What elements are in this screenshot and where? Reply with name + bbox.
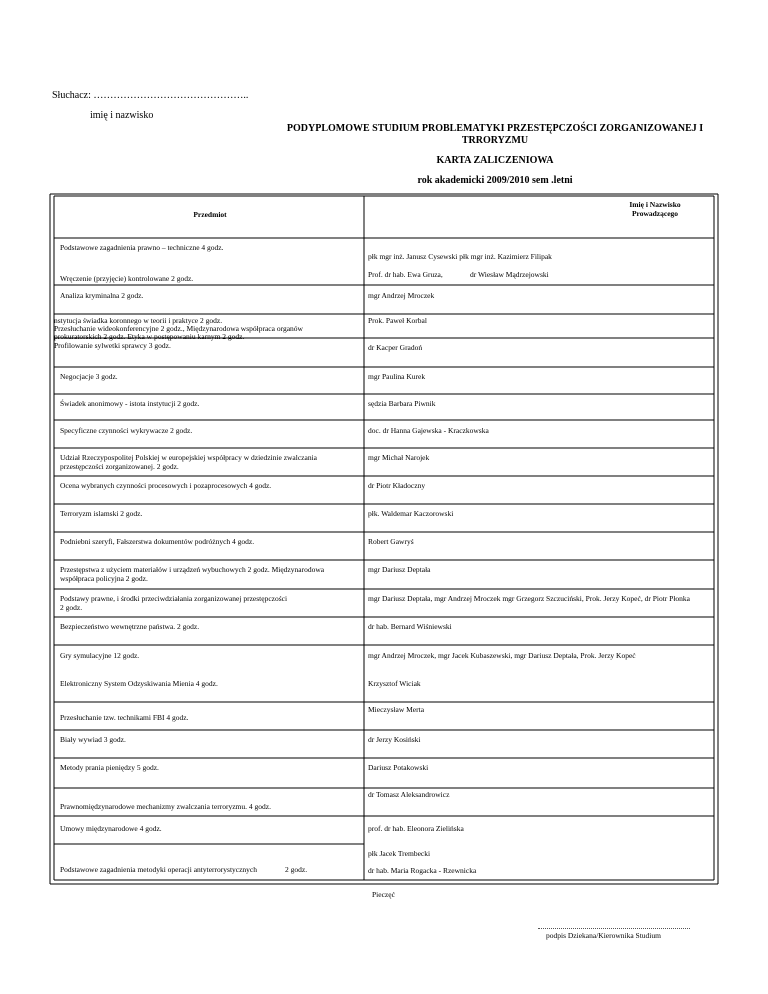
row-subject: Terroryzm islamski 2 godz. — [60, 509, 143, 518]
row-lecturer: dr hab. Bernard Wiśniewski — [368, 622, 452, 631]
row-lecturer: dr Piotr Kładoczny — [368, 481, 426, 490]
row-subject: Specyficzne czynności wykrywacze 2 godz. — [60, 426, 193, 435]
row-subject: nstytucja świadka koronnego w teorii i praktyce 2 godz. — [54, 316, 223, 325]
row-subject: Analiza kryminalna 2 godz. — [60, 291, 144, 300]
row-lecturer: prof. dr hab. Eleonora Zielińska — [368, 824, 464, 833]
row-subject-line3: prokuratorskich 2 godz. Etyka w postępowaniu karnym 2 godz. — [54, 332, 245, 341]
row-subject: Podstawy prawne, i środki przeciwdziałania zorganizowanej przestępczości — [60, 594, 288, 603]
row-subject: Podniebni szeryfi, Fałszerstwa dokumentów podróżnych 4 godz. — [60, 537, 255, 546]
program-title-line1: PODYPLOMOWE STUDIUM PROBLEMATYKI PRZESTĘPCZOŚCI ZORGANIZOWANEJ I — [286, 123, 704, 134]
row-lecturer: dr Kacper Gradoń — [368, 343, 423, 352]
row-subject: Prawnomiędzynarodowe mechanizmy zwalczania terroryzmu. 4 godz. — [60, 802, 271, 811]
column-header-lecturer-line1: Imię i Nazwisko — [629, 200, 681, 209]
row-subject: Umowy międzynarodowe 4 godz. — [60, 824, 162, 833]
student-label: Słuchacz: ……………………………………….. — [52, 90, 249, 101]
row-subject: Wręczenie (przyjęcie) kontrolowane 2 godz. — [60, 274, 194, 283]
academic-year: rok akademicki 2009/2010 sem .letni — [417, 175, 573, 186]
student-sublabel: imię i nazwisko — [90, 110, 154, 121]
row-lecturer: płk mgr inż. Janusz Cysewski płk mgr inż. Kazimierz Filipak — [368, 252, 552, 261]
row-lecturer: doc. dr Hanna Gajewska - Kraczkowska — [368, 426, 489, 435]
row-subject: Elektroniczny System Odzyskiwania Mienia 4 godz. — [60, 679, 218, 688]
row-subject: Profilowanie sylwetki sprawcy 3 godz. — [54, 341, 171, 350]
row-lecturer: Mieczysław Merta — [368, 705, 425, 714]
row-subject: Biały wywiad 3 godz. — [60, 735, 126, 744]
row-lecturer: mgr Paulina Kurek — [368, 372, 426, 381]
row-lecturer: płk Jacek Trembecki — [368, 849, 431, 858]
row-subject: Przesłuchanie tzw. technikami FBI 4 godz. — [60, 713, 189, 722]
row-lecturer: dr Jerzy Kosiński — [368, 735, 421, 744]
row-subject-hours: 2 godz. — [285, 865, 308, 874]
signature-line — [538, 928, 690, 929]
row-lecturer-second: dr Wiesław Mądrzejowski — [470, 270, 549, 279]
row-subject: Udział Rzeczypospolitej Polskiej w europejskiej współpracy w dziedzinie zwalczania — [60, 453, 317, 462]
signature-label: podpis Dziekana/Kierownika Studium — [546, 931, 661, 940]
row-lecturer: Prok. Paweł Korbal — [368, 316, 427, 325]
row-subject-line2: współpraca policyjna 2 godz. — [60, 574, 148, 583]
row-lecturer: Robert Gawryś — [368, 537, 414, 546]
row-lecturer: Dariusz Potakowski — [368, 763, 429, 772]
row-subject: Przestępstwa z użyciem materiałów i urządzeń wybuchowych 2 godz. Międzynarodowa — [60, 565, 325, 574]
row-lecturer: sędzia Barbara Piwnik — [368, 399, 436, 408]
row-subject-line2: 2 godz. — [60, 603, 83, 612]
row-lecturer: mgr Andrzej Mroczek, mgr Jacek Kubaszewski, mgr Dariusz Deptała, Prok. Jerzy Kopeć — [368, 651, 636, 660]
row-subject: Ocena wybranych czynności procesowych i pozaprocesowych 4 godz. — [60, 481, 272, 490]
row-lecturer: Krzysztof Wiciak — [368, 679, 421, 688]
column-header-lecturer-line2: Prowadzącego — [631, 209, 679, 218]
column-header-subject: Przedmiot — [193, 210, 227, 219]
row-subject: Podstawowe zagadnienia metodyki operacji antyterrorystycznych — [60, 865, 258, 874]
row-lecturer: mgr Dariusz Deptała — [368, 565, 431, 574]
card-title: KARTA ZALICZENIOWA — [436, 155, 554, 166]
row-lecturer: mgr Dariusz Deptała, mgr Andrzej Mroczek mgr Grzegorz Szczuciński, Prok. Jerzy Kopeć, dr Piotr Płonka — [368, 594, 690, 603]
row-subject: Podstawowe zagadnienia prawno – techniczne 4 godz. — [60, 243, 224, 252]
row-subject: Świadek anonimowy - istota instytucji 2 godz. — [60, 399, 200, 408]
row-lecturer: mgr Andrzej Mroczek — [368, 291, 435, 300]
program-title-line2: TRRORYZMU — [461, 135, 529, 146]
row-lecturer: dr Tomasz Aleksandrowicz — [368, 790, 450, 799]
row-subject: Bezpieczeństwo wewnętrzne państwa. 2 godz. — [60, 622, 200, 631]
row-lecturer: dr hab. Maria Rogacka - Rzewnicka — [368, 866, 477, 875]
row-subject-line2: Przesłuchanie wideokonferencyjne 2 godz., Międzynarodowa współpraca organów — [54, 324, 303, 333]
row-lecturer: mgr Michał Narojek — [368, 453, 430, 462]
row-lecturer: Prof. dr hab. Ewa Gruza, — [368, 270, 443, 279]
row-subject-line2: przestępczości zorganizowanej. 2 godz. — [60, 462, 179, 471]
row-lecturer: płk. Waldemar Kaczorowski — [368, 509, 454, 518]
stamp-label: Pieczęć — [372, 890, 395, 899]
row-subject: Gry symulacyjne 12 godz. — [60, 651, 140, 660]
row-subject: Metody prania pieniędzy 5 godz. — [60, 763, 159, 772]
row-subject: Negocjacje 3 godz. — [60, 372, 118, 381]
